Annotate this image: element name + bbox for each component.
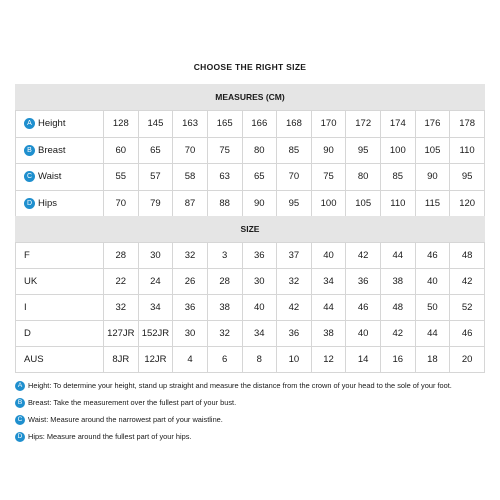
note-item: [15, 411, 495, 428]
note-text: Height: To determine your height, stand up straight and measure the distance from the crown of your head to the sole of your foot.: [28, 381, 452, 390]
table-cell: 65: [242, 164, 277, 191]
table-cell: 85: [277, 137, 312, 164]
table-cell: 30: [242, 269, 277, 295]
table-cell: 8: [242, 347, 277, 373]
letter-badge-icon: B: [15, 398, 25, 408]
table-cell: 100: [311, 190, 346, 217]
page-title: CHOOSE THE RIGHT SIZE: [193, 62, 307, 72]
table-cell: 70: [173, 137, 208, 164]
table-cell: 46: [415, 243, 450, 269]
table-cell: 42: [381, 321, 416, 347]
table-cell: 48: [381, 295, 416, 321]
table-cell: 6: [207, 347, 242, 373]
size-header: SIZE: [15, 216, 485, 242]
row-label-text: Breast: [38, 144, 66, 156]
table-cell: 44: [415, 321, 450, 347]
table-cell: 30: [173, 321, 208, 347]
table-cell: 32: [104, 295, 139, 321]
table-cell: 16: [381, 347, 416, 373]
table-cell: 44: [381, 243, 416, 269]
table-cell: 55: [104, 164, 139, 191]
table-cell: 70: [104, 190, 139, 217]
table-cell: 110: [450, 137, 485, 164]
table-cell: 90: [242, 190, 277, 217]
measures-row-breast: [16, 137, 485, 164]
table-cell: 168: [277, 111, 312, 138]
table-cell: 28: [104, 243, 139, 269]
table-cell: 42: [277, 295, 312, 321]
letter-badge-icon: A: [15, 381, 25, 391]
measures-row-label: [16, 164, 104, 191]
table-cell: 115: [415, 190, 450, 217]
size-row-f: [16, 243, 485, 269]
table-cell: 46: [450, 321, 485, 347]
table-cell: 4: [173, 347, 208, 373]
table-cell: 3: [207, 243, 242, 269]
measures-row-hips: [16, 190, 485, 217]
letter-badge-icon: B: [24, 145, 35, 156]
table-cell: 12JR: [138, 347, 173, 373]
table-cell: 80: [242, 137, 277, 164]
table-cell: 52: [450, 295, 485, 321]
row-label-text: Waist: [38, 171, 62, 183]
table-cell: 20: [450, 347, 485, 373]
size-row-label: [16, 243, 104, 269]
measures-table: [15, 110, 485, 217]
table-cell: 26: [173, 269, 208, 295]
table-cell: 100: [381, 137, 416, 164]
table-cell: 28: [207, 269, 242, 295]
table-cell: 40: [311, 243, 346, 269]
note-text: Waist: Measure around the narrowest part of your waistline.: [28, 415, 223, 424]
table-cell: 152JR: [138, 321, 173, 347]
table-cell: 40: [415, 269, 450, 295]
table-cell: 105: [346, 190, 381, 217]
letter-badge-icon: A: [24, 118, 35, 129]
measures-row-waist: [16, 164, 485, 191]
table-cell: 95: [450, 164, 485, 191]
table-cell: 88: [207, 190, 242, 217]
table-cell: 42: [450, 269, 485, 295]
table-cell: 37: [277, 243, 312, 269]
row-label-text: F: [24, 250, 30, 261]
size-row-label: [16, 269, 104, 295]
table-cell: 176: [415, 111, 450, 138]
table-cell: 105: [415, 137, 450, 164]
table-cell: 50: [415, 295, 450, 321]
note-text: Hips: Measure around the fullest part of your hips.: [28, 432, 192, 441]
size-row-uk: [16, 269, 485, 295]
table-cell: 178: [450, 111, 485, 138]
row-label-text: Hips: [38, 197, 58, 209]
row-label-text: I: [24, 302, 27, 313]
note-item: [15, 428, 495, 445]
table-cell: 32: [207, 321, 242, 347]
table-cell: 48: [450, 243, 485, 269]
measures-header: MEASURES (CM): [15, 84, 485, 110]
table-cell: 38: [381, 269, 416, 295]
table-cell: 36: [346, 269, 381, 295]
letter-badge-icon: D: [24, 198, 35, 209]
row-label-text: AUS: [24, 354, 44, 365]
table-cell: 163: [173, 111, 208, 138]
table-cell: 44: [311, 295, 346, 321]
row-label-text: Height: [38, 118, 66, 130]
table-cell: 60: [104, 137, 139, 164]
table-cell: 38: [207, 295, 242, 321]
table-cell: 58: [173, 164, 208, 191]
note-item: [15, 394, 495, 411]
size-row-aus: [16, 347, 485, 373]
table-cell: 40: [242, 295, 277, 321]
table-cell: 30: [138, 243, 173, 269]
size-table: [15, 242, 485, 373]
table-cell: 24: [138, 269, 173, 295]
table-cell: 95: [277, 190, 312, 217]
table-cell: 80: [346, 164, 381, 191]
table-cell: 12: [311, 347, 346, 373]
size-row-label: [16, 347, 104, 373]
measurement-notes: [15, 377, 495, 445]
table-cell: 32: [173, 243, 208, 269]
table-cell: 70: [277, 164, 312, 191]
letter-badge-icon: D: [15, 432, 25, 442]
table-cell: 14: [346, 347, 381, 373]
table-cell: 145: [138, 111, 173, 138]
measures-row-label: [16, 190, 104, 217]
table-cell: 170: [311, 111, 346, 138]
size-row-i: [16, 295, 485, 321]
table-cell: 57: [138, 164, 173, 191]
table-cell: 120: [450, 190, 485, 217]
row-label-text: UK: [24, 276, 38, 287]
table-cell: 36: [173, 295, 208, 321]
letter-badge-icon: C: [24, 171, 35, 182]
note-item: [15, 377, 495, 394]
table-cell: 165: [207, 111, 242, 138]
table-cell: 166: [242, 111, 277, 138]
row-label-text: D: [24, 328, 31, 339]
table-cell: 90: [415, 164, 450, 191]
table-cell: 34: [138, 295, 173, 321]
table-cell: 38: [311, 321, 346, 347]
table-cell: 75: [311, 164, 346, 191]
table-cell: 65: [138, 137, 173, 164]
table-cell: 34: [242, 321, 277, 347]
table-cell: 172: [346, 111, 381, 138]
note-text: Breast: Take the measurement over the fullest part of your bust.: [28, 398, 237, 407]
size-row-label: [16, 321, 104, 347]
table-cell: 90: [311, 137, 346, 164]
size-row-label: [16, 295, 104, 321]
table-cell: 79: [138, 190, 173, 217]
table-cell: 18: [415, 347, 450, 373]
table-cell: 36: [242, 243, 277, 269]
size-row-d: [16, 321, 485, 347]
table-cell: 63: [207, 164, 242, 191]
table-cell: 8JR: [104, 347, 139, 373]
letter-badge-icon: C: [15, 415, 25, 425]
table-cell: 75: [207, 137, 242, 164]
table-cell: 46: [346, 295, 381, 321]
table-cell: 127JR: [104, 321, 139, 347]
table-cell: 10: [277, 347, 312, 373]
measures-row-label: [16, 137, 104, 164]
table-cell: 42: [346, 243, 381, 269]
table-cell: 32: [277, 269, 312, 295]
table-cell: 174: [381, 111, 416, 138]
table-cell: 87: [173, 190, 208, 217]
table-cell: 22: [104, 269, 139, 295]
measures-row-label: [16, 111, 104, 138]
table-cell: 36: [277, 321, 312, 347]
table-cell: 95: [346, 137, 381, 164]
table-cell: 34: [311, 269, 346, 295]
table-cell: 85: [381, 164, 416, 191]
table-cell: 40: [346, 321, 381, 347]
table-cell: 110: [381, 190, 416, 217]
measures-row-height: [16, 111, 485, 138]
table-cell: 128: [104, 111, 139, 138]
